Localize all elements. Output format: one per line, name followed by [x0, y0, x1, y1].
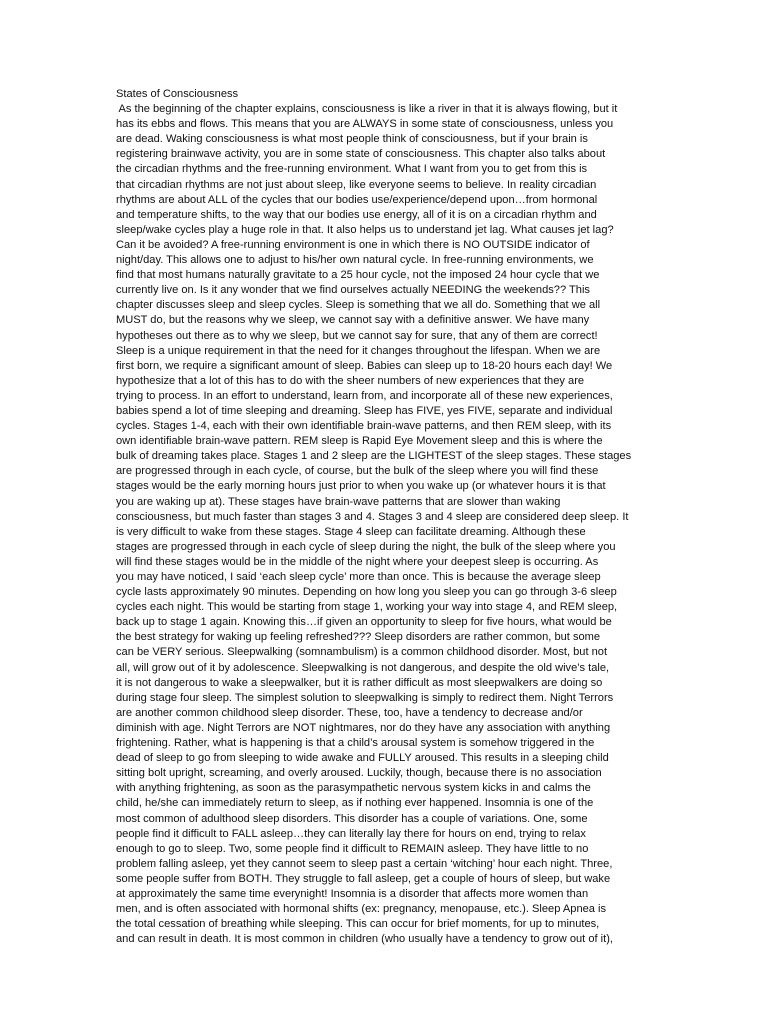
- text-line: will find these stages would be in the middle of the night where your deepest sleep is occurring. As: [116, 555, 599, 568]
- text-line: has its ebbs and flows. This means that you are ALWAYS in some state of consciousness, unless you: [116, 118, 614, 131]
- text-line: registering brainwave activity, you are in some state of consciousness. This chapter also talks about: [116, 148, 606, 161]
- text-line: stages are progressed through in each cycle of sleep during the night, the bulk of the sleep where you: [116, 540, 616, 553]
- text-line: rhythms are about ALL of the cycles that our bodies use/experience/depend upon…from hormonal: [116, 193, 598, 206]
- text-line: night/day. This allows one to adjust to his/her own natural cycle. In free-running environments, we: [116, 254, 594, 267]
- text-line: are dead. Waking consciousness is what most people think of consciousness, but if your brain is: [116, 133, 588, 146]
- text-line: stages would be the early morning hours just prior to when you wake up (or whatever hours it is that: [116, 480, 606, 493]
- text-line: cycles. Stages 1-4, each with their own identifiable brain-wave patterns, and then REM sleep, with its: [116, 420, 612, 433]
- text-line: can be VERY serious. Sleepwalking (somnambulism) is a common childhood disorder. Most, but not: [116, 646, 608, 659]
- text-line: with anything frightening, as soon as the parasympathetic nervous system kicks in and calms the: [116, 782, 591, 795]
- text-line: is very difficult to wake from these stages. Stage 4 sleep can facilitate dreaming. Although these: [116, 525, 586, 538]
- text-line: cycle lasts approximately 90 minutes. Depending on how long you sleep you can go through 3-6 sleep: [116, 586, 617, 599]
- text-line: cycles each night. This would be starting from stage 1, working your way into stage 4, and REM sleep,: [116, 601, 618, 614]
- text-line: trying to process. In an effort to understand, learn from, and incorporate all of these new experiences,: [116, 389, 613, 402]
- text-line: that circadian rhythms are not just about sleep, like everyone seems to believe. In reality circadian: [116, 178, 597, 191]
- text-line: sitting bolt upright, screaming, and overly aroused. Luckily, though, because there is no association: [116, 767, 602, 780]
- text-line: and temperature shifts, to the way that our bodies use energy, all of it is on a circadian rhythm and: [116, 208, 597, 221]
- text-line: are progressed through in each cycle, of course, but the bulk of the sleep where you will find these: [116, 465, 599, 478]
- text-line: it is not dangerous to wake a sleepwalker, but it is rather difficult as most sleepwalkers are doing so: [116, 676, 603, 689]
- text-line: you are waking up at). These stages have brain-wave patterns that are slower than waking: [116, 495, 561, 508]
- text-line: first born, we require a significant amount of sleep. Babies can sleep up to 18-20 hours each day! We: [116, 359, 613, 372]
- text-line: dead of sleep to go from sleeping to wide awake and FULLY aroused. This results in a sleeping child: [116, 752, 609, 765]
- text-line: consciousness, but much faster than stages 3 and 4. Stages 3 and 4 sleep are considered deep sleep. It: [116, 510, 629, 523]
- text-line: find that most humans naturally gravitate to a 25 hour cycle, not the imposed 24 hour cycle that we: [116, 269, 600, 282]
- text-line: back up to stage 1 again. Knowing this…if given an opportunity to sleep for five hours, what would be: [116, 616, 612, 629]
- document-title: States of Consciousness: [116, 88, 239, 100]
- text-line: are another common childhood sleep disorder. These, too, have a tendency to decrease and/or: [116, 706, 583, 719]
- text-line: and can result in death. It is most common in children (who usually have a tendency to grow out of it),: [116, 933, 614, 946]
- text-line: during stage four sleep. The simplest solution to sleepwalking is simply to redirect them. Night Terrors: [116, 691, 614, 704]
- text-line: MUST do, but the reasons why we sleep, we cannot say with a definitive answer. We have many: [116, 314, 590, 327]
- text-line: Can it be avoided? A free-running environment is one in which there is NO OUTSIDE indicator of: [116, 238, 590, 251]
- text-line: some people suffer from BOTH. They struggle to fall asleep, get a couple of hours of sleep, but wake: [116, 872, 611, 885]
- text-line: enough to go to sleep. Two, some people find it difficult to REMAIN asleep. They have little to no: [116, 842, 589, 855]
- text-line: diminish with age. Night Terrors are NOT nightmares, nor do they have any association with anything: [116, 721, 611, 734]
- text-line: hypothesize that a lot of this has to do with the sheer numbers of new experiences that they are: [116, 374, 585, 387]
- text-line: babies spend a lot of time sleeping and dreaming. Sleep has FIVE, yes FIVE, separate and individual: [116, 404, 613, 417]
- text-line: child, he/she can immediately return to sleep, as if nothing ever happened. Insomnia is one of the: [116, 797, 594, 810]
- text-line: the best strategy for waking up feeling refreshed??? Sleep disorders are rather common, but some: [116, 631, 601, 644]
- document-body: [116, 87, 656, 947]
- text-line: As the beginning of the chapter explains, consciousness is like a river in that it is always flowing, but it: [116, 103, 618, 116]
- text-line: frightening. Rather, what is happening is that a child’s arousal system is somehow triggered in the: [116, 737, 595, 750]
- text-line: most common of adulthood sleep disorders. This disorder has a couple of variations. One, some: [116, 812, 588, 825]
- text-line: the total cessation of breathing while sleeping. This can occur for brief moments, for up to minutes,: [116, 918, 600, 931]
- text-line: people find it difficult to FALL asleep…they can literally lay there for hours on end, trying to relax: [116, 827, 586, 840]
- text-line: at approximately the same time everynight! Insomnia is a disorder that affects more women than: [116, 887, 589, 900]
- text-line: Sleep is a unique requirement in that the need for it changes throughout the lifespan. When we are: [116, 344, 601, 357]
- text-line: own identifiable brain-wave pattern. REM sleep is Rapid Eye Movement sleep and this is where the: [116, 435, 603, 448]
- text-line: problem falling asleep, yet they cannot seem to sleep past a certain ‘witching’ hour each night. Three,: [116, 857, 613, 870]
- text-line: the circadian rhythms and the free-running environment. What I want from you to get from this is: [116, 163, 588, 176]
- text-line: sleep/wake cycles play a huge role in that. It also helps us to understand jet lag. What causes jet lag?: [116, 223, 614, 236]
- text-line: bulk of dreaming takes place. Stages 1 and 2 sleep are the LIGHTEST of the sleep stages. These stages: [116, 450, 632, 463]
- text-line: all, will grow out of it by adolescence. Sleepwalking is not dangerous, and despite the old wive’s tale,: [116, 661, 610, 674]
- text-line: men, and is often associated with hormonal shifts (ex: pregnancy, menopause, etc.). Sleep Apnea is: [116, 903, 607, 916]
- text-line: chapter discusses sleep and sleep cycles. Sleep is something that we all do. Something that we all: [116, 299, 601, 312]
- text-line: currently live on. Is it any wonder that we find ourselves actually NEEDING the weekends?? This: [116, 284, 590, 297]
- text-line: you may have noticed, I said ‘each sleep cycle’ more than once. This is because the average sleep: [116, 571, 601, 583]
- text-line: hypotheses out there as to why we sleep, but we cannot say for sure, that any of them are correct!: [116, 329, 598, 342]
